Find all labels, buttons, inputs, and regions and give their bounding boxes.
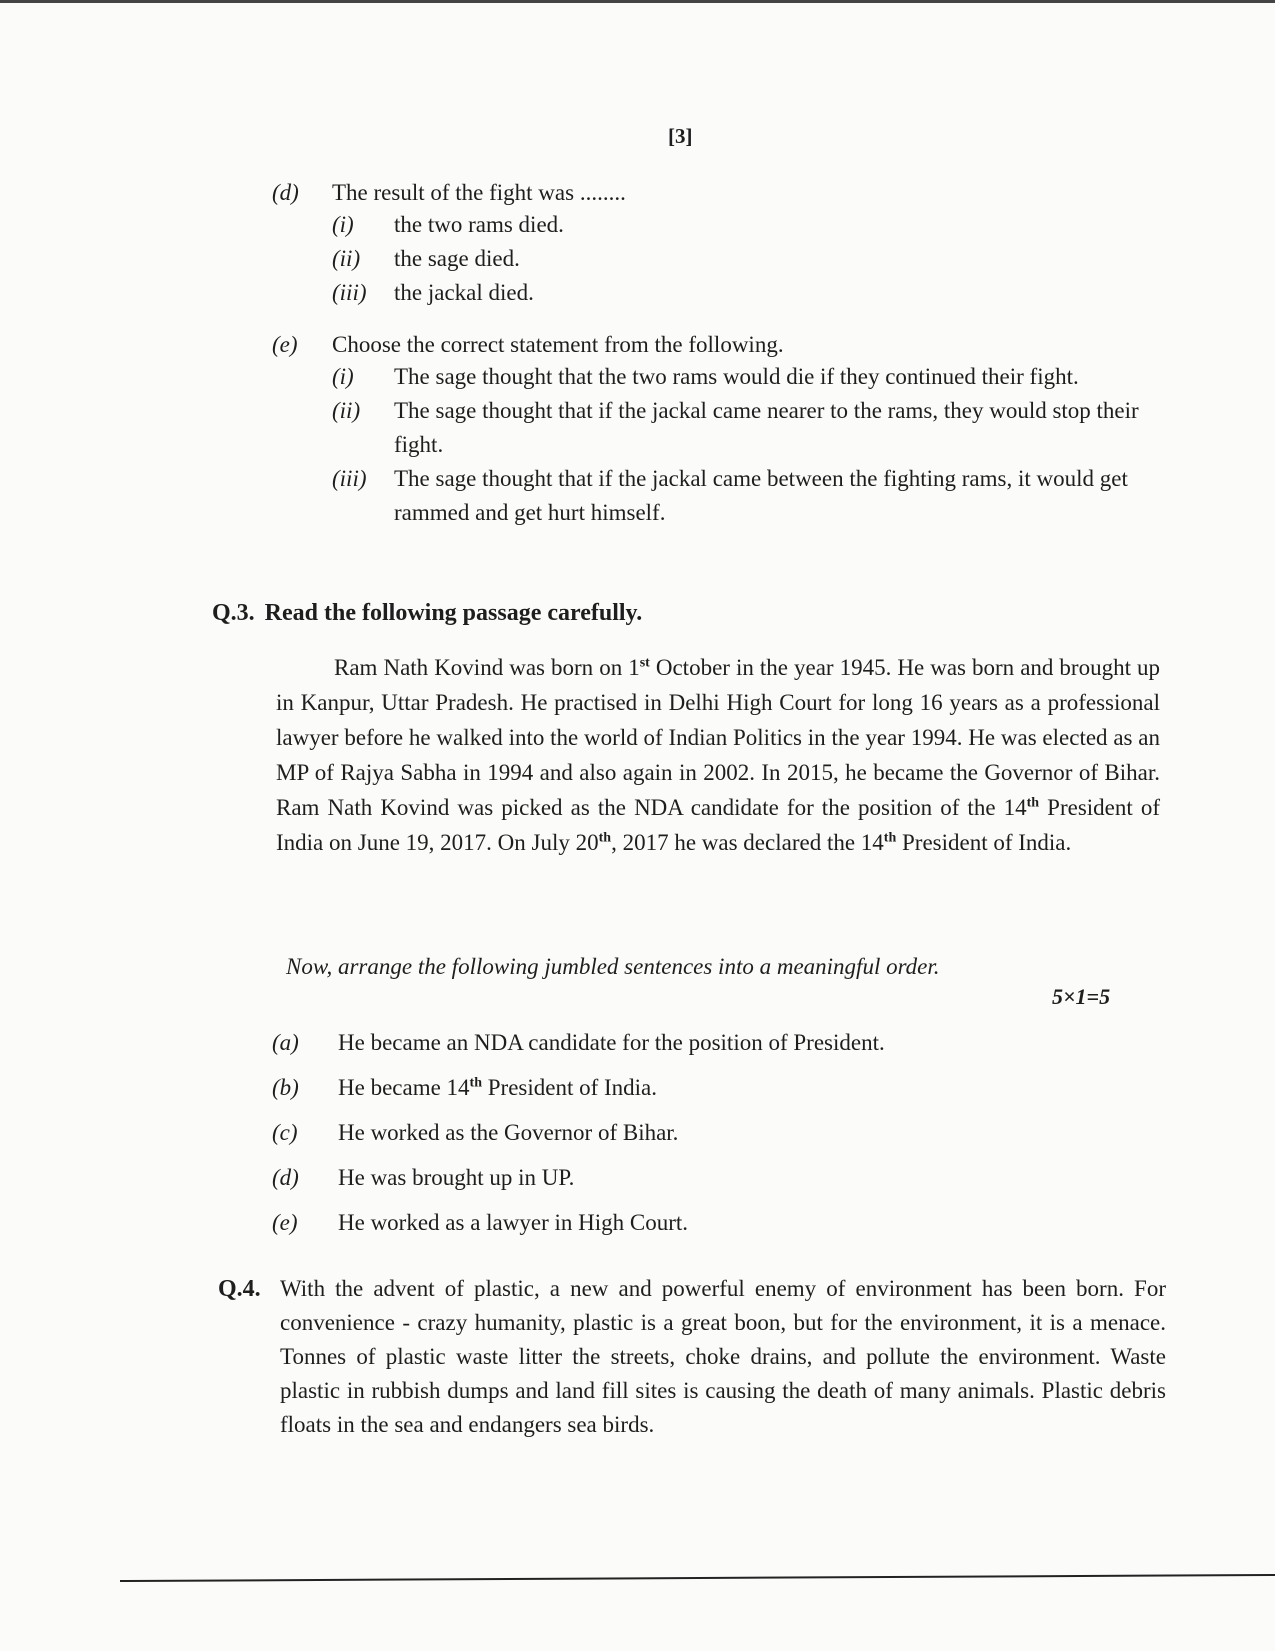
sentence-text: He was brought up in UP. <box>338 1165 575 1190</box>
question-d-option <box>272 276 1172 310</box>
passage-text: , 2017 he was declared the 14 <box>611 830 884 855</box>
sentence-label: (c) <box>272 1120 298 1145</box>
sentence-label: (b) <box>272 1075 299 1100</box>
question-e-stem: Choose the correct statement from the following. <box>332 332 784 357</box>
question-e-option <box>272 462 1172 530</box>
list-item <box>272 1110 1152 1155</box>
sentence-text-part: He became 14 <box>338 1075 470 1100</box>
superscript: st <box>639 655 650 671</box>
q3-heading <box>212 600 652 627</box>
sentence-text-part: President of India. <box>482 1075 658 1100</box>
question-e <box>272 330 1172 530</box>
superscript: th <box>469 1075 482 1091</box>
option-text: The sage thought that if the jackal came nearer to the rams, they would stop their fight. <box>394 398 1139 457</box>
sentence-text: He worked as a lawyer in High Court. <box>338 1210 689 1235</box>
q3-instruction: Now, arrange the following jumbled sentences into a meaningful order. <box>286 954 940 979</box>
question-e-stem-row <box>272 330 1172 360</box>
list-item <box>272 1020 1152 1065</box>
passage-text: President of India. <box>896 830 1072 855</box>
question-e-label: (e) <box>272 332 298 357</box>
option-label: (i) <box>332 212 354 237</box>
option-label: (ii) <box>332 246 361 271</box>
sentence-text: He worked as the Governor of Bihar. <box>338 1120 679 1145</box>
option-label: (iii) <box>332 466 367 491</box>
option-label: (iii) <box>332 280 367 305</box>
top-edge-line <box>0 0 1275 3</box>
superscript: th <box>1026 795 1040 811</box>
list-item <box>272 1065 1152 1110</box>
list-item <box>272 1155 1152 1200</box>
option-label: (ii) <box>332 398 361 423</box>
sentence-label: (d) <box>272 1165 299 1190</box>
passage-text: October in the year 1945. He was born and brought up in Kanpur, Uttar Pradesh. He practised in Delhi High Court for long 16 years as a professional lawyer before he walked into the world of Indian Politics in the year 1994. He was elected as an MP of Rajya Sabha in 1994 and also again in 2002. In 2015, he became the Governor of Bihar. Ram Nath Kovind was picked as the NDA candidate for the position of the 14 <box>276 655 1160 820</box>
sentence-text: He became an NDA candidate for the position of President. <box>338 1030 885 1055</box>
option-text: the two rams died. <box>394 212 564 237</box>
passage-text: President of India on June 19, 2017. On July 20 <box>276 795 1161 855</box>
question-e-option <box>272 360 1172 394</box>
q3-passage <box>276 650 1160 860</box>
passage-text: Ram Nath Kovind was born on 1 <box>334 655 640 680</box>
option-text: The sage thought that the two rams would die if they continued their fight. <box>394 364 1079 389</box>
q3-number: Q.3. <box>212 600 255 626</box>
question-d-option <box>272 208 1172 242</box>
sentence-text <box>338 1065 657 1110</box>
sentence-label: (e) <box>272 1210 298 1235</box>
option-text: the jackal died. <box>394 280 534 305</box>
question-d-stem: The result of the fight was ........ <box>332 180 626 205</box>
q4 <box>218 1272 1166 1442</box>
question-d <box>272 178 1172 310</box>
option-text: the sage died. <box>394 246 520 271</box>
option-text: The sage thought that if the jackal came between the fighting rams, it would get rammed and get hurt himself. <box>394 466 1128 525</box>
jumbled-sentences <box>272 1020 1152 1245</box>
question-e-option <box>272 394 1172 462</box>
passage-paragraph <box>276 650 1160 860</box>
question-d-stem-row <box>272 178 1172 208</box>
question-d-label: (d) <box>272 180 299 205</box>
superscript: th <box>883 830 897 846</box>
bottom-rule <box>120 1574 1275 1582</box>
q4-number: Q.4. <box>218 1276 261 1302</box>
superscript: th <box>598 830 612 846</box>
question-d-option <box>272 242 1172 276</box>
page-number: [3] <box>668 124 693 148</box>
sentence-label: (a) <box>272 1030 299 1055</box>
q3-marks: 5×1=5 <box>1052 984 1111 1009</box>
q4-text: With the advent of plastic, a new and powerful enemy of environment has been born. For convenience - crazy humanity, plastic is a great boon, but for the environment, it is a menace. Tonnes of plastic waste litter the streets, choke drains, and pollute the environment. Waste plastic in rubbish dumps and land fill sites is causing the death of many animals. Plastic debris floats in the sea and endangers sea birds. <box>280 1276 1166 1437</box>
list-item <box>272 1200 1152 1245</box>
q3-title: Read the following passage carefully. <box>264 600 643 626</box>
option-label: (i) <box>332 364 354 389</box>
